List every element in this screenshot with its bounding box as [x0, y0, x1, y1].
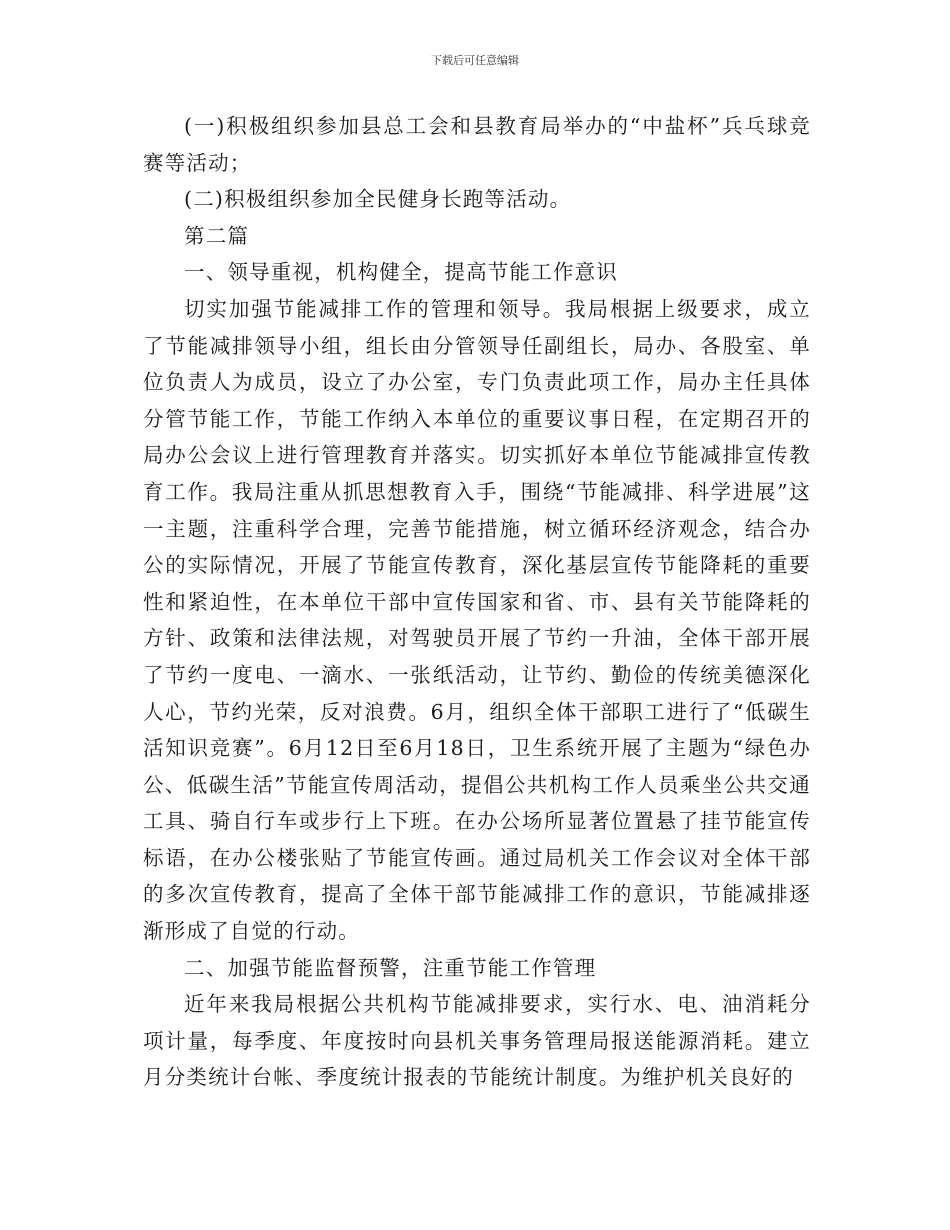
body-paragraph-2: 近年来我局根据公共机构节能减排要求，实行水、电、油消耗分项计量，每季度、年度按时向县机关事务管理局报送能源消耗。建立月分类统计台帐、季度统计报表的节能统计制度。为维护机关良好的: [143, 992, 811, 1090]
paragraph-item-1: (一)积极组织参加县总工会和县教育局举办的“中盐杯”兵乓球竞赛等活动；: [143, 114, 811, 175]
section-heading-2: 二、加强节能监督预警，注重节能工作管理: [184, 955, 597, 980]
section-heading-1: 一、领导重视，机构健全，提高节能工作意识: [184, 260, 618, 285]
paragraph-item-2: (二)积极组织参加全民健身长跑等活动。: [184, 187, 572, 212]
body-paragraph-1: 切实加强节能减排工作的管理和领导。我局根据上级要求，成立了节能减排领导小组，组长由分管领导任副组长，局办、各股室、单位负责人为成员，设立了办公室，专门负责此项工作，局办主任具体分管节能工作，节能工作纳入本单位的重要议事日程，在定期召开的局办公会议上进行管理教育并落实。切实抓好本单位节能减排宣传教育工作。我局注重从抓思想教育入手，围绕“节能减排、科学进展”这一主题，注重科学合理，完善节能措施，树立循环经济观念，结合办公的实际情况，开展了节能宣传教育，深化基层宣传节能降耗的重要性和紧迫性，在本单位干部中宣传国家和省、市、县有关节能降耗的方针、政策和法律法规，对驾驶员开展了节约一升油，全体干部开展了节约一度电、一滴水、一张纸活动，让节约、勤俭的传统美德深化人心，节约光荣，反对浪费。6月，组织全体干部职工进行了“低碳生活知识竞赛”。6月12日至6月18日，卫生系统开展了主题为“绿色办公、低碳生活”节能宣传周活动，提倡公共机构工作人员乘坐公共交通工具、骑自行车或步行上下班。在办公场所显著位置悬了挂节能宣传标语，在办公楼张贴了节能宣传画。通过局机关工作会议对全体干部的多次宣传教育，提高了全体干部节能减排工作的意识，节能减排逐渐形成了自觉的行动。: [143, 296, 811, 944]
section-title: 第二篇: [184, 223, 250, 248]
document-body: [143, 108, 811, 1096]
page-header: 下载后可任意编辑: [431, 54, 519, 67]
